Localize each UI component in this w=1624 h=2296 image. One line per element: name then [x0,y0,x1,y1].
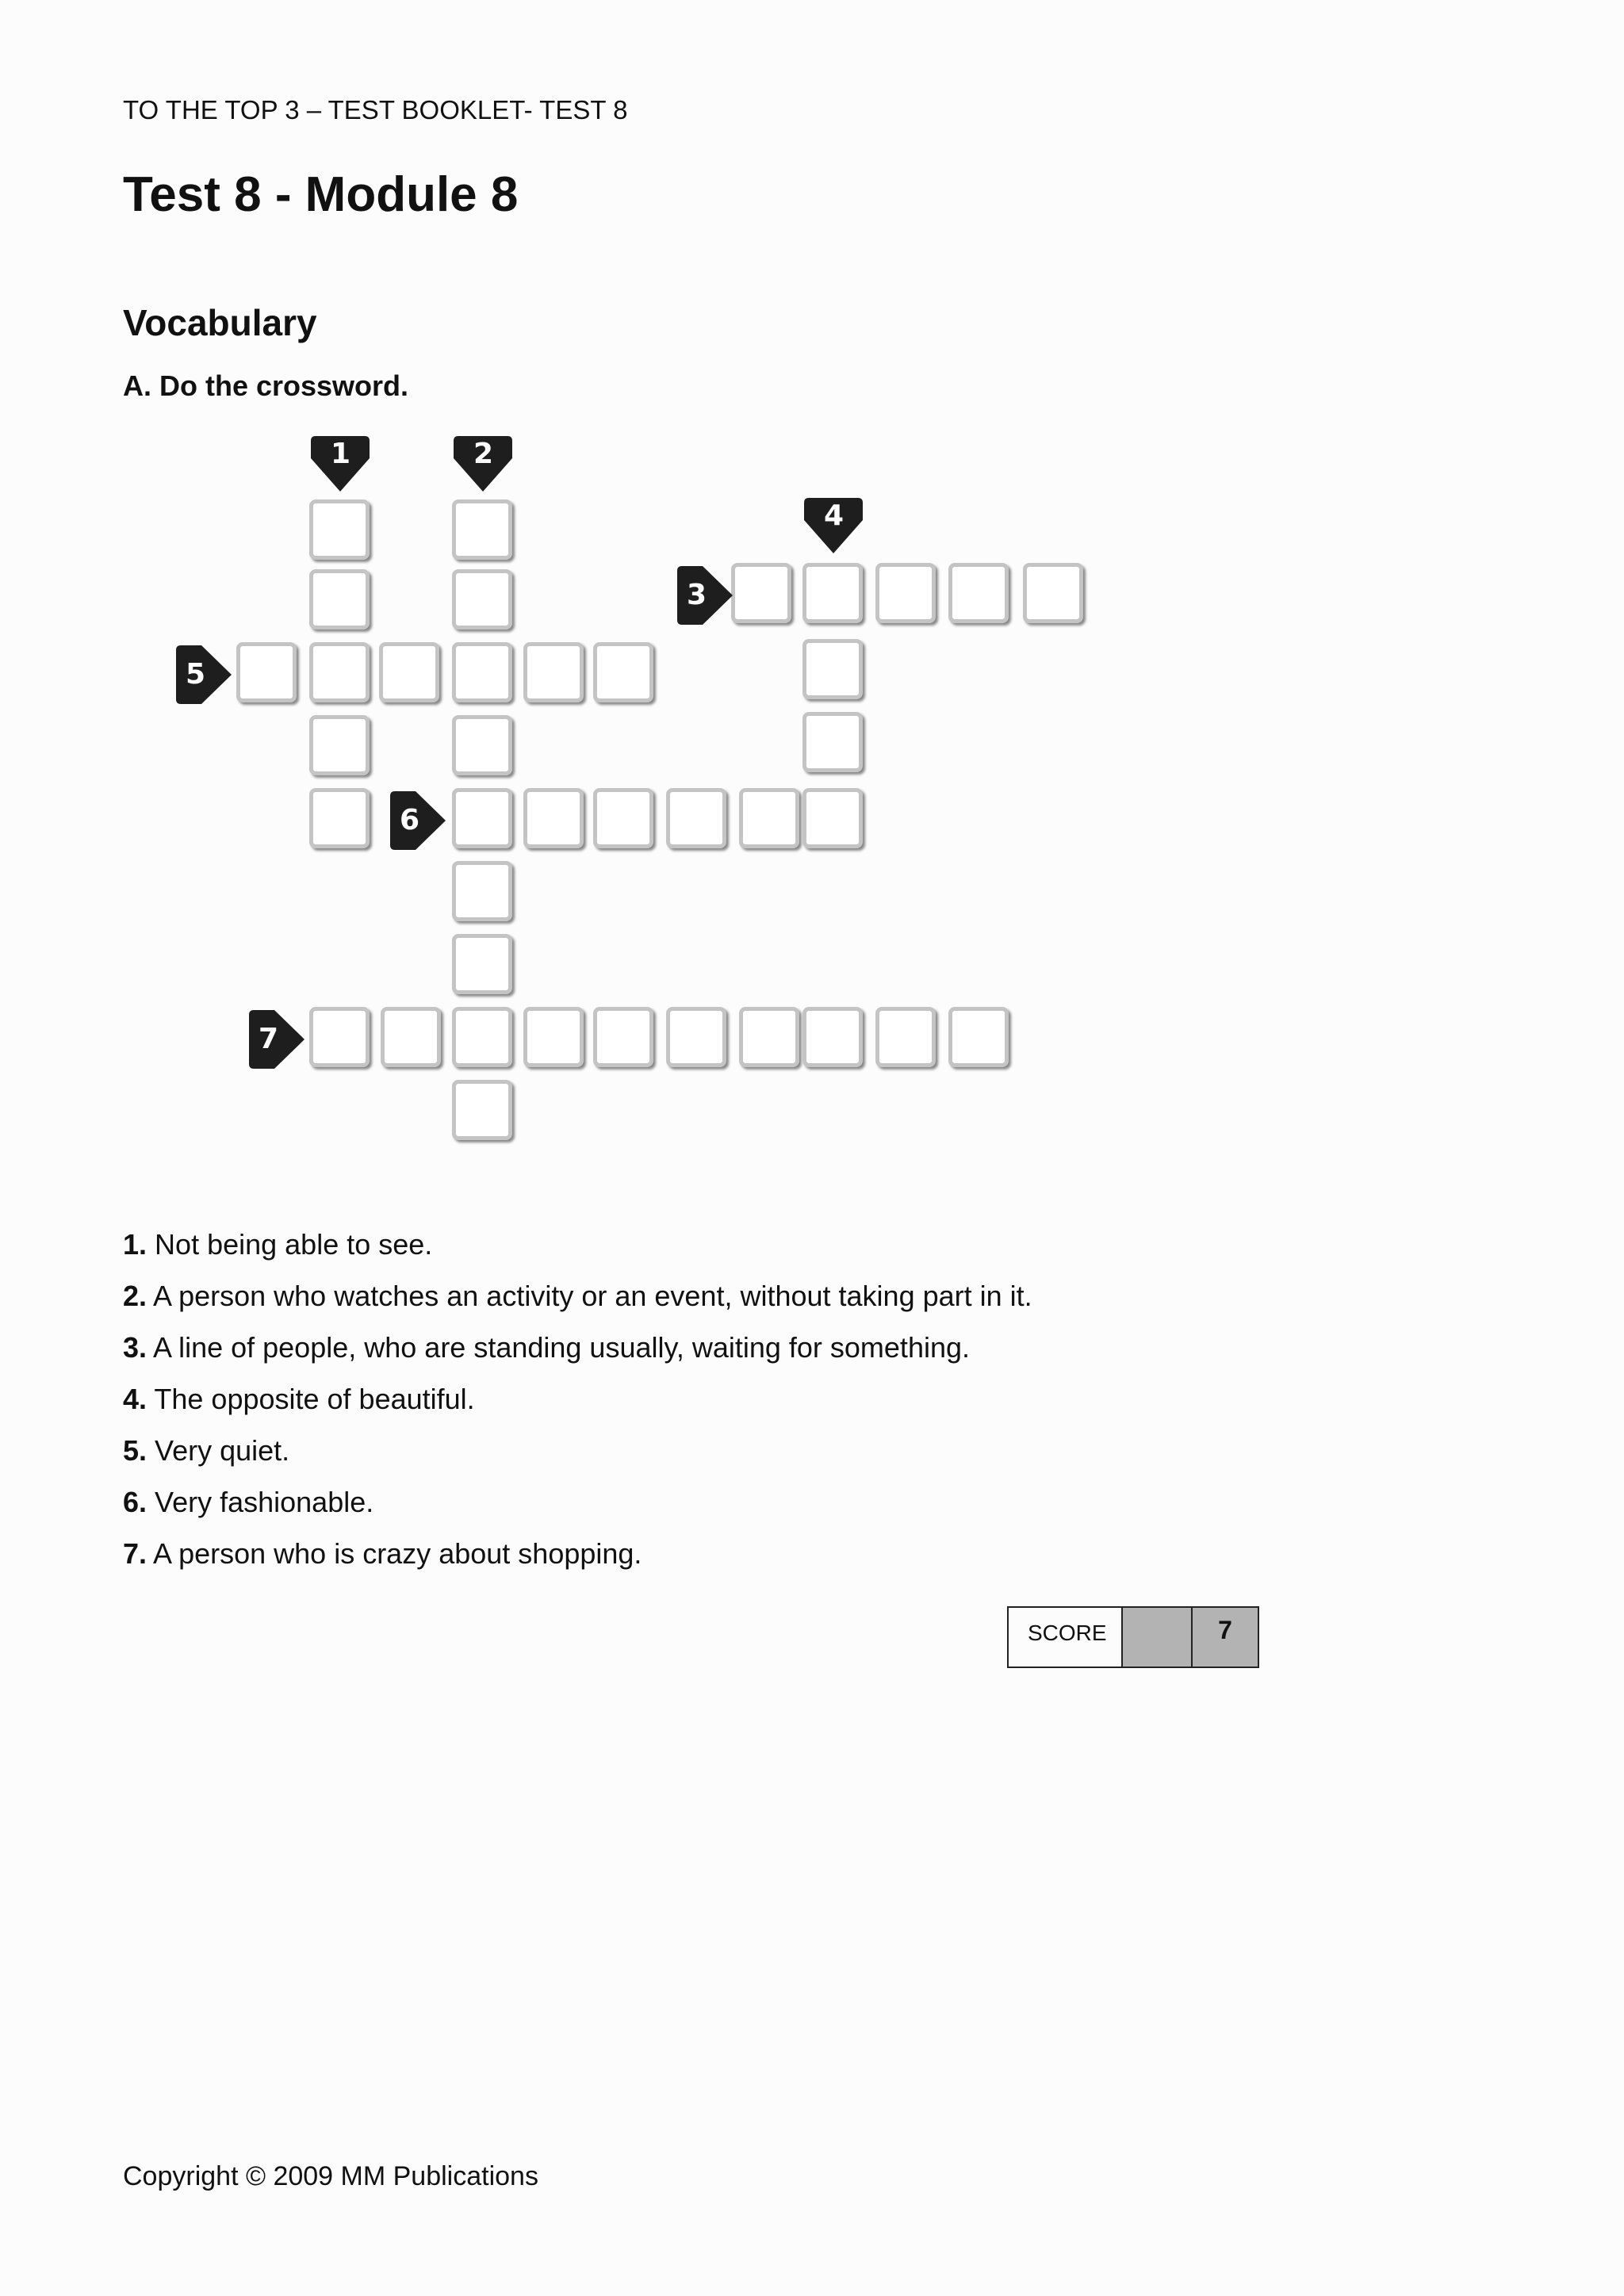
crossword-cell[interactable] [523,642,584,702]
crossword-cell[interactable] [452,715,512,775]
clue-item [123,1279,1032,1330]
crossword-cell[interactable] [875,563,936,623]
arrow-right-icon [389,788,454,853]
clue-item [123,1485,1032,1536]
clue-text: A person who watches an activity or an event, without taking part in it. [153,1280,1032,1312]
clue-item [123,1227,1032,1279]
crossword-cell[interactable] [309,569,370,629]
crossword-cell[interactable] [309,1007,370,1067]
running-header: TO THE TOP 3 – TEST BOOKLET- TEST 8 [123,95,628,124]
crossword-cell[interactable] [452,569,512,629]
clue-marker-number: 3 [687,579,707,611]
crossword-cell[interactable] [309,642,370,702]
page-title: Test 8 - Module 8 [123,167,519,222]
instruction: A. Do the crossword. [123,369,409,402]
crossword-cell[interactable] [948,1007,1009,1067]
crossword-cell[interactable] [593,642,653,702]
clue-marker-3 [676,563,741,632]
crossword-cell[interactable] [523,1007,584,1067]
crossword-cell[interactable] [802,563,863,623]
clue-marker-number: 5 [186,658,206,691]
crossword-cell[interactable] [593,1007,653,1067]
crossword-cell[interactable] [948,563,1009,623]
crossword-cell[interactable] [379,642,439,702]
clue-number: 2. [123,1280,147,1312]
crossword-cell[interactable] [381,1007,441,1067]
score-field[interactable] [1123,1608,1193,1667]
clue-marker-number: 1 [331,438,351,470]
clue-marker-7 [247,1007,312,1076]
crossword-cell[interactable] [875,1007,936,1067]
crossword-cell[interactable] [802,1007,863,1067]
clue-text: A person who is crazy about shopping. [153,1537,642,1570]
arrow-right-icon [174,642,239,707]
clue-text: Very quiet. [155,1434,290,1467]
clue-text: A line of people, who are standing usually, waiting for something. [153,1331,971,1364]
clue-marker-number: 6 [400,804,420,836]
clue-number: 5. [123,1434,147,1467]
crossword-cell[interactable] [739,1007,799,1067]
crossword-cell[interactable] [802,788,863,848]
clue-number: 7. [123,1537,147,1570]
crossword-cell[interactable] [452,861,512,921]
score-max: 7 [1193,1608,1258,1667]
crossword-cell[interactable] [452,1080,512,1140]
clue-item [123,1433,1032,1485]
crossword-cell[interactable] [739,788,799,848]
section-heading: Vocabulary [123,302,317,343]
crossword-cell[interactable] [452,1007,512,1067]
crossword-cell[interactable] [523,788,584,848]
arrow-right-icon [676,563,741,628]
clue-marker-number: 4 [824,499,845,532]
crossword-cell[interactable] [452,934,512,994]
clue-item [123,1382,1032,1433]
crossword-cell[interactable] [452,499,512,560]
clue-marker-2 [450,434,515,503]
clue-number: 4. [123,1383,147,1415]
clue-text: Very fashionable. [155,1486,374,1518]
clue-number: 1. [123,1228,147,1261]
crossword-cell[interactable] [802,712,863,772]
crossword-cell[interactable] [236,642,297,702]
crossword-grid [159,428,1150,1158]
crossword-cell[interactable] [593,788,653,848]
clue-marker-1 [308,434,373,503]
crossword-cell[interactable] [309,715,370,775]
score-label: SCORE [1009,1608,1123,1667]
clue-list [123,1227,1032,1588]
crossword-cell[interactable] [309,788,370,848]
arrow-right-icon [247,1007,312,1072]
clue-text: The opposite of beautiful. [154,1383,475,1415]
crossword-cell[interactable] [666,1007,726,1067]
clue-marker-6 [389,788,454,857]
clue-number: 3. [123,1331,147,1364]
crossword-cell[interactable] [452,788,512,848]
crossword-cell[interactable] [309,499,370,560]
clue-marker-5 [174,642,239,711]
clue-text: Not being able to see. [155,1228,433,1261]
crossword-cell[interactable] [802,639,863,699]
clue-marker-number: 2 [473,438,494,470]
crossword-cell[interactable] [452,642,512,702]
clue-number: 6. [123,1486,147,1518]
clue-marker-number: 7 [259,1023,279,1055]
clue-item [123,1536,1032,1588]
crossword-cell[interactable] [666,788,726,848]
clue-marker-4 [801,496,866,565]
copyright: Copyright © 2009 MM Publications [123,2161,538,2191]
clue-item [123,1330,1032,1382]
score-box [1007,1606,1259,1668]
crossword-cell[interactable] [1023,563,1083,623]
